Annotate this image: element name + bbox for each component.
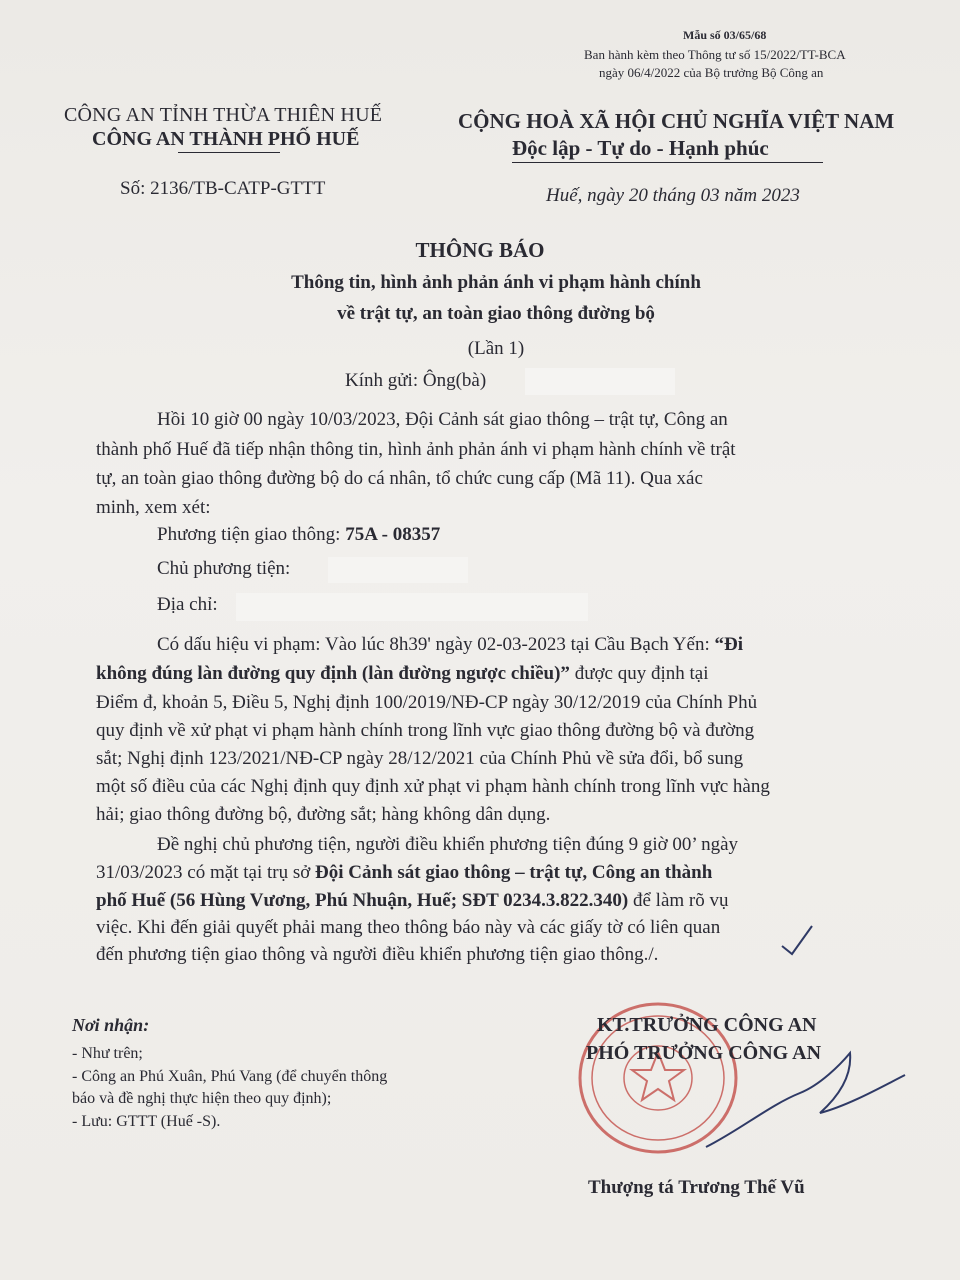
check-mark-icon [778, 920, 818, 960]
redacted-name [525, 368, 675, 395]
paragraph-1-line-2: thành phố Huế đã tiếp nhận thông tin, hình ảnh phản ánh vi phạm hành chính về trật [96, 439, 736, 460]
violation-line-4: quy định về xử phạt vi phạm hành chính trong lĩnh vực giao thông đường bộ và đường [96, 720, 755, 741]
document-subtitle-1: Thông tin, hình ảnh phản ánh vi phạm hành chính [291, 272, 701, 293]
recipient-item: - Công an Phú Xuân, Phú Vang (để chuyển thông [72, 1068, 388, 1085]
violation-line-7: hải; giao thông đường bộ, đường sắt; hàng không dân dụng. [96, 804, 551, 825]
issued-line-2: ngày 06/4/2022 của Bộ trưởng Bộ Công an [599, 65, 824, 80]
violation-description: không đúng làn đường quy định (làn đường ngược chiều)” [96, 663, 570, 684]
violation-line-2 [96, 663, 709, 685]
violation-quote-start: “Đi [714, 634, 743, 655]
agency-underline [178, 152, 280, 153]
document-date: Huế, ngày 20 tháng 03 năm 2023 [546, 185, 800, 206]
document-number: Số: 2136/TB-CATP-GTTT [120, 178, 326, 199]
violation-line-5: sắt; Nghị định 123/2021/NĐ-CP ngày 28/12/2021 của Chính Phủ về sửa đổi, bổ sung [96, 748, 744, 769]
request-address: phố Huế (56 Hùng Vương, Phú Nhuận, Huế; SĐT 0234.3.822.340) [96, 890, 629, 911]
motto-underline [512, 162, 823, 163]
motto: Độc lập - Tự do - Hạnh phúc [512, 136, 769, 160]
request-line-3 [96, 890, 729, 912]
vehicle-plate: 75A - 08357 [345, 524, 441, 545]
agency-name: CÔNG AN THÀNH PHỐ HUẾ [92, 128, 360, 150]
country-name: CỘNG HOÀ XÃ HỘI CHỦ NGHĨA VIỆT NAM [458, 109, 895, 133]
violation-line-6: một số điều của các Nghị định quy định xử phạt vi phạm hành chính trong lĩnh vực hàng [96, 776, 770, 797]
salutation: Kính gửi: Ông(bà) [345, 370, 487, 391]
document-subtitle-2: về trật tự, an toàn giao thông đường bộ [337, 303, 655, 324]
notice-round: (Lần 1) [467, 338, 525, 359]
request-purpose: để làm rõ vụ [628, 890, 729, 911]
paragraph-1-line-4: minh, xem xét: [96, 497, 211, 518]
signature-title-1: KT.TRƯỞNG CÔNG AN [597, 1014, 817, 1036]
request-date: 31/03/2023 có mặt tại trụ sở [96, 862, 316, 883]
recipients-heading: Nơi nhận: [72, 1015, 150, 1035]
violation-line-3: Điểm đ, khoản 5, Điều 5, Nghị định 100/2019/NĐ-CP ngày 30/12/2019 của Chính Phủ [96, 692, 758, 713]
recipient-item: báo và đề nghị thực hiện theo quy định); [72, 1090, 332, 1107]
address-label: Địa chỉ: [157, 594, 218, 615]
vehicle-label: Phương tiện giao thông: [157, 524, 346, 545]
issued-line-1: Ban hành kèm theo Thông tư số 15/2022/TT-BCA [584, 47, 846, 62]
recipient-item: - Lưu: GTTT (Huế -S). [72, 1113, 221, 1130]
request-line-4: việc. Khi đến giải quyết phải mang theo thông báo này và các giấy tờ có liên quan [96, 917, 721, 938]
paragraph-1-line-1: Hồi 10 giờ 00 ngày 10/03/2023, Đội Cảnh sát giao thông – trật tự, Công an [157, 409, 728, 430]
request-line-5: đến phương tiện giao thông và người điều khiển phương tiện giao thông./. [96, 944, 659, 965]
request-line-2 [96, 862, 712, 884]
violation-intro: Có dấu hiệu vi phạm: Vào lúc 8h39' ngày 02-03-2023 tại Cầu Bạch Yến: [157, 634, 715, 655]
signature-title-2: PHÓ TRƯỞNG CÔNG AN [586, 1042, 822, 1064]
violation-reference: được quy định tại [569, 663, 709, 684]
parent-agency: CÔNG AN TỈNH THỪA THIÊN HUẾ [64, 104, 383, 126]
signer-name: Thượng tá Trương Thế Vũ [588, 1177, 805, 1198]
paragraph-1-line-3: tự, an toàn giao thông đường bộ do cá nhân, tổ chức cung cấp (Mã 11). Qua xác [96, 468, 703, 489]
request-line-1: Đề nghị chủ phương tiện, người điều khiển phương tiện đúng 9 giờ 00’ ngày [157, 834, 739, 855]
owner-label: Chủ phương tiện: [157, 558, 291, 579]
document-title: THÔNG BÁO [415, 238, 545, 262]
redacted-owner [328, 557, 468, 583]
violation-line-1 [157, 634, 743, 656]
recipient-item: - Như trên; [72, 1045, 143, 1062]
redacted-address [236, 593, 588, 621]
form-number: Mẫu số 03/65/68 [683, 28, 767, 42]
request-office: Đội Cảnh sát giao thông – trật tự, Công an thành [315, 862, 713, 883]
vehicle-line [157, 524, 440, 546]
